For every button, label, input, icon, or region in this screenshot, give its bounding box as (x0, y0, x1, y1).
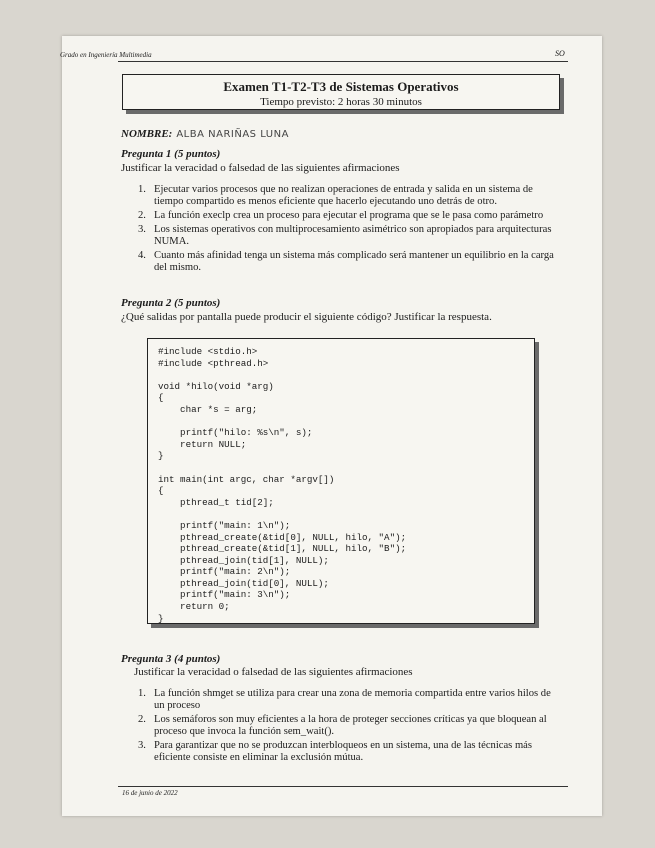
q3-list (138, 688, 558, 766)
exam-title-box (122, 74, 560, 110)
q2-intro: ¿Qué salidas por pantalla puede producir el siguiente código? Justificar la respuesta. (121, 311, 492, 323)
list-item: 3. Para garantizar que no se produzcan interbloqueos en un sistema, una de las técnicas más eficiente consiste en eliminar la exclusión mútua. (138, 740, 533, 763)
q1-intro: Justificar la veracidad o falsedad de las siguientes afirmaciones (121, 162, 400, 174)
header-degree: Grado en Ingeniería Multimedia (60, 51, 152, 59)
handwritten-name: ALBA NARIÑAS LUNA (176, 129, 289, 140)
q3-heading: Pregunta 3 (4 puntos) (121, 653, 221, 665)
footer-date: 16 de junio de 2022 (122, 789, 178, 797)
list-item: 1. La función shmget se utiliza para crear una zona de memoria compartida entre varios hilos de un proceso (138, 688, 551, 711)
q3-intro: Justificar la veracidad o falsedad de las siguientes afirmaciones (134, 666, 413, 678)
q1-heading: Pregunta 1 (5 puntos) (121, 148, 221, 160)
list-item: 3. Los sistemas operativos con multiprocesamiento asimétrico son apropiados para arquitecturas NUMA. (138, 224, 552, 247)
footer-rule (118, 786, 568, 787)
list-item: 1. Ejecutar varios procesos que no realizan operaciones de entrada y salida en un sistema de tiempo compartido es menos eficiente que hacerlo ejecutando uno detrás de otro. (138, 184, 533, 207)
header-rule (118, 61, 568, 62)
list-item: 2. Los semáforos son muy eficientes a la hora de proteger secciones críticas ya que bloquean al proceso que invoca la función sem_wait(). (138, 714, 547, 737)
name-label: NOMBRE: (121, 128, 173, 140)
q2-heading: Pregunta 2 (5 puntos) (121, 297, 221, 309)
list-item: 2. La función execlp crea un proceso para ejecutar el programa que se le pasa como parámetro (138, 210, 544, 221)
code-box (147, 338, 535, 624)
header-course-code: SO (555, 49, 565, 58)
exam-title: Examen T1-T2-T3 de Sistemas Operativos (223, 79, 459, 94)
list-item: 4. Cuanto más afinidad tenga un sistema más complicado será mantener un equilibrio en la carga del mismo. (138, 250, 554, 273)
q1-list (138, 184, 554, 276)
student-name-row (121, 128, 289, 140)
exam-time: Tiempo previsto: 2 horas 30 minutos (260, 96, 422, 108)
code-listing: #include <stdio.h> #include <pthread.h> void *hilo(void *arg) { char *s = arg; printf("hilo: %s\n", s); return NULL; } int main(int argc, char *argv[]) { pthread_t tid[2]; printf("main: 1\n"); pthread_create(&tid[0], NULL, hilo, "A"); pthread_create(&tid[1], NULL, hilo, "B"); pthread_join(tid[1], NULL); printf("main: 2\n"); pthread_join(tid[0], NULL); printf("main: 3\n"); return 0; } (158, 346, 407, 624)
